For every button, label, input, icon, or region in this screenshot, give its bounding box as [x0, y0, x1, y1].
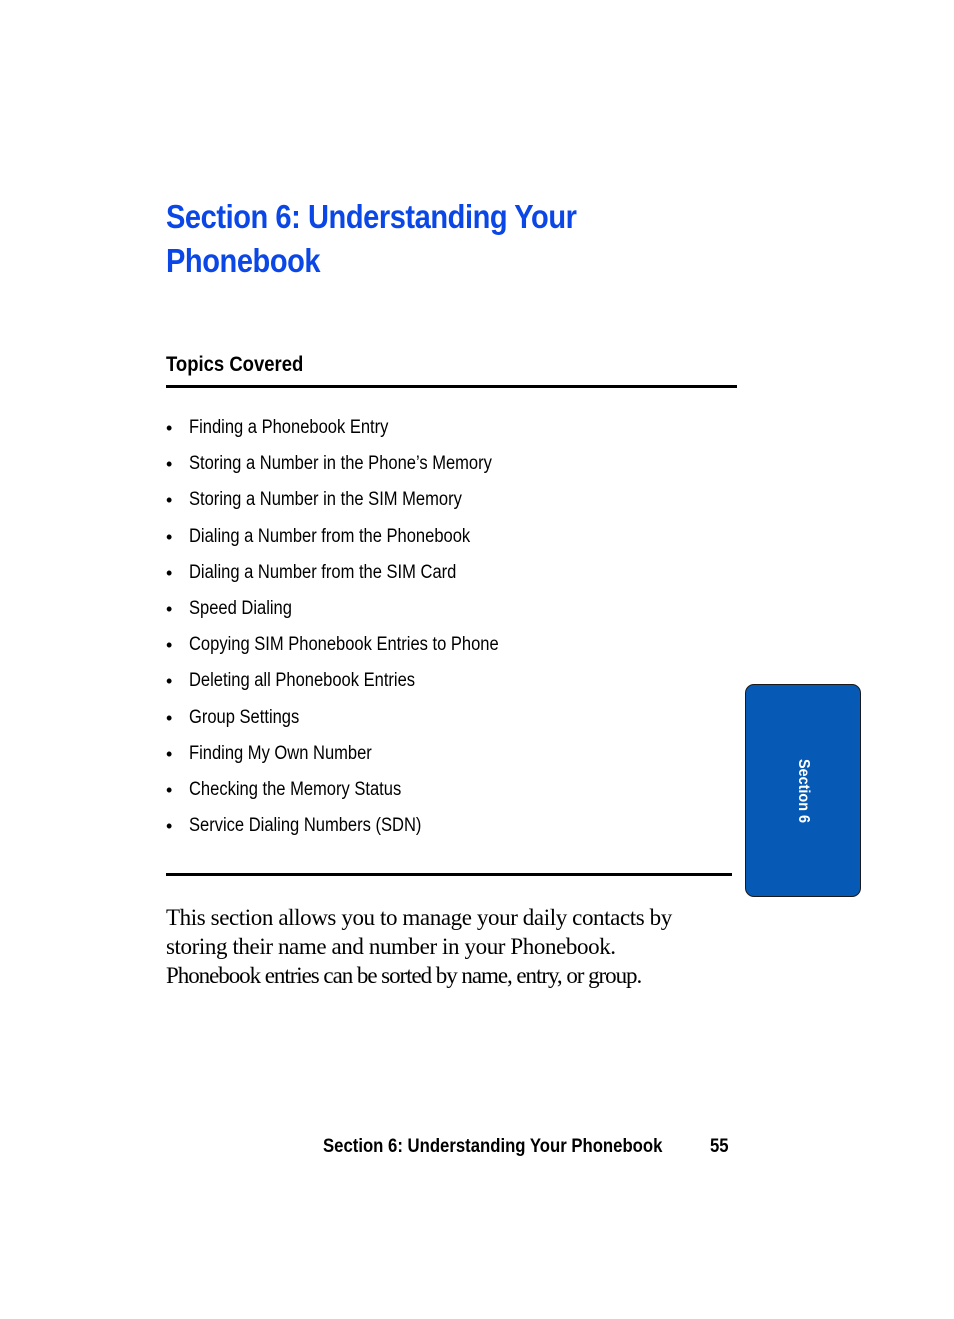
topic-item-text: Storing a Number in the SIM Memory — [189, 489, 462, 511]
bullet: • — [166, 671, 173, 692]
bullet: • — [166, 598, 173, 619]
topics-bottom-rule — [166, 873, 732, 876]
bullet: • — [166, 562, 173, 583]
bullet: • — [166, 779, 173, 800]
bullet: • — [166, 490, 173, 511]
intro-line-3: Phonebook entries can be sorted by name, entry, or group. — [166, 963, 642, 988]
section-side-tab — [745, 684, 861, 897]
topic-item-text: Service Dialing Numbers (SDN) — [189, 815, 422, 837]
bullet: • — [166, 816, 173, 837]
side-tab-label: Section 6 — [795, 758, 812, 823]
topic-item-text: Dialing a Number from the Phonebook — [189, 525, 471, 547]
intro-paragraph — [166, 903, 741, 990]
bullet: • — [166, 743, 173, 764]
topics-heading: Topics Covered — [166, 353, 304, 376]
topic-item-text: Finding a Phonebook Entry — [189, 417, 389, 438]
bullet: • — [166, 454, 173, 475]
topic-item-text: Group Settings — [189, 706, 300, 728]
topic-item-text: Dialing a Number from the SIM Card — [189, 561, 457, 583]
topics-top-rule — [166, 385, 737, 388]
footer-title: Section 6: Understanding Your Phonebook — [323, 1136, 663, 1157]
intro-line-1: This section allows you to manage your daily contacts by — [166, 905, 672, 930]
bullet: • — [166, 635, 173, 656]
bullet: • — [166, 418, 173, 438]
bullet: • — [166, 526, 173, 547]
intro-line-2: storing their name and number in your Phonebook. — [166, 934, 616, 959]
topic-item-text: Finding My Own Number — [189, 742, 372, 764]
topic-item-text: Speed Dialing — [189, 597, 292, 619]
topic-item-text: Copying SIM Phonebook Entries to Phone — [189, 634, 499, 656]
section-title-line-1: Section 6: Understanding Your — [166, 198, 577, 235]
section-title — [166, 195, 659, 283]
topic-item-text: Storing a Number in the Phone’s Memory — [189, 453, 492, 475]
topic-item-text: Checking the Memory Status — [189, 778, 402, 800]
topic-item-text: Deleting all Phonebook Entries — [189, 670, 416, 692]
section-title-line-2: Phonebook — [166, 242, 321, 279]
page-number: 55 — [710, 1136, 729, 1157]
bullet: • — [166, 707, 173, 728]
